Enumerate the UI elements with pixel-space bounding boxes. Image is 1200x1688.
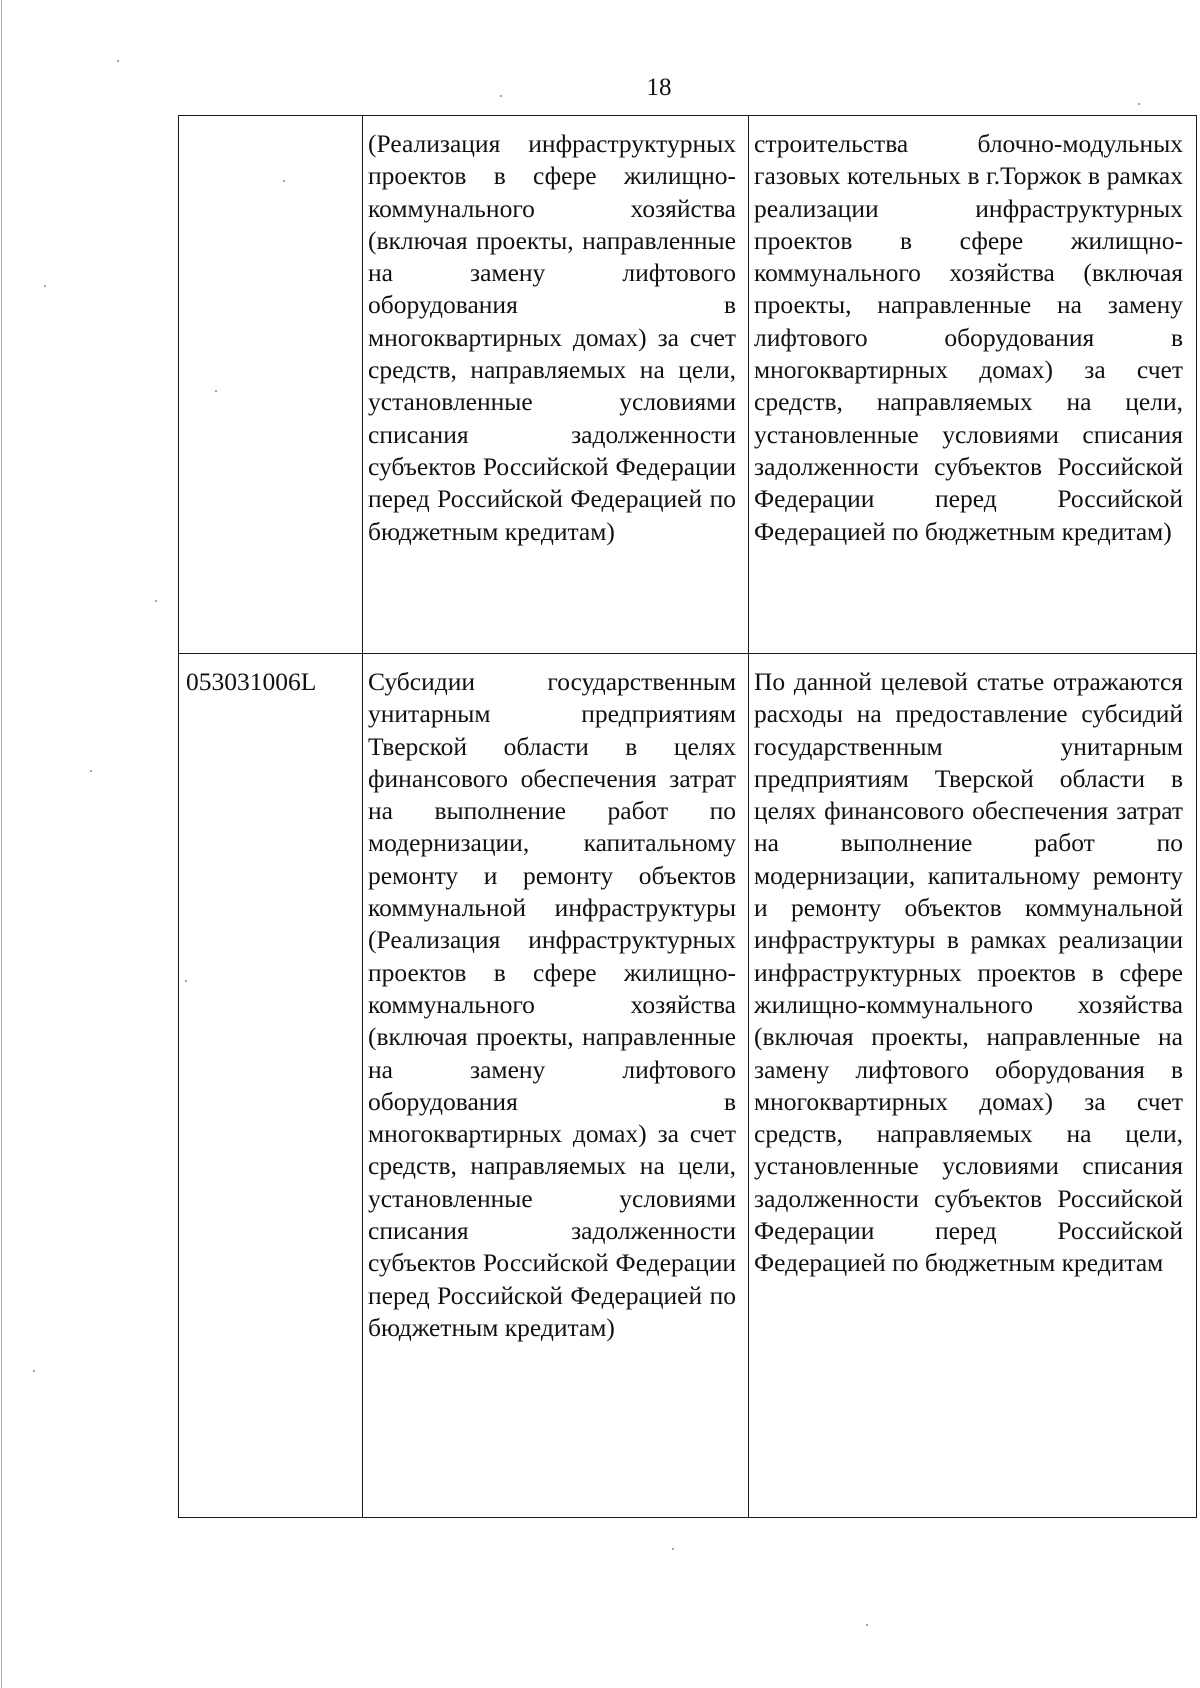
scan-edge-mark [1, 0, 2, 1688]
scan-speck [155, 600, 157, 602]
scan-speck [1138, 103, 1140, 105]
scan-speck [283, 180, 285, 182]
page-number: 18 [646, 74, 672, 101]
name-cell: (Реализация инфраструктурных проектов в сфере жилищно-коммунального хозяйства (включая проекты, направленные на замену лифтового оборудования в многоквартирных домах) за счет средств, направляемых на цели, установленные условиями списания задолженности субъектов Российской Федерации перед Российской Федерацией по бюджетным кредитам) [363, 116, 749, 654]
table-row [179, 654, 1197, 1518]
description-cell: По данной целевой статье отражаются расходы на предоставление субсидий государственным унитарным предприятиям Тверской области в целях финансового обеспечения затрат на выполнение работ по модернизации, капитальному ремонту и ремонту объектов коммунальной инфраструктуры в рамках реализации инфраструктурных проектов в сфере жилищно-коммунального хозяйства (включая проекты, направленные на замену лифтового оборудования в многоквартирных домах) за счет средств, направляемых на цели, установленные условиями списания задолженности субъектов Российской Федерации перед Российской Федерацией по бюджетным кредитам [749, 654, 1197, 1518]
scan-speck [672, 1548, 674, 1550]
scan-speck [117, 60, 119, 62]
scan-speck [866, 1624, 868, 1626]
code-cell [179, 116, 363, 654]
scan-speck [44, 285, 46, 287]
scan-speck [33, 1370, 35, 1372]
code-cell: 053031006L [179, 654, 363, 1518]
scan-speck [215, 390, 217, 392]
name-cell: Субсидии государственным унитарным предприятиям Тверской области в целях финансового обеспечения затрат на выполнение работ по модернизации, капитальному ремонту и ремонту объектов коммунальной инфраструктуры (Реализация инфраструктурных проектов в сфере жилищно-коммунального хозяйства (включая проекты, направленные на замену лифтового оборудования в многоквартирных домах) за счет средств, направляемых на цели, установленные условиями списания задолженности субъектов Российской Федерации перед Российской Федерацией по бюджетным кредитам) [363, 654, 749, 1518]
description-cell: строительства блочно-модульных газовых котельных в г.Торжок в рамках реализации инфраструктурных проектов в сфере жилищно-коммунального хозяйства (включая проекты, направленные на замену лифтового оборудования в многоквартирных домах) за счет средств, направляемых на цели, установленные условиями списания задолженности субъектов Российской Федерации перед Российской Федерацией по бюджетным кредитам) [749, 116, 1197, 654]
budget-classification-table [178, 115, 1197, 1518]
scan-speck [90, 770, 92, 772]
scan-speck [500, 95, 502, 97]
scan-speck [185, 980, 187, 982]
table-row [179, 116, 1197, 654]
